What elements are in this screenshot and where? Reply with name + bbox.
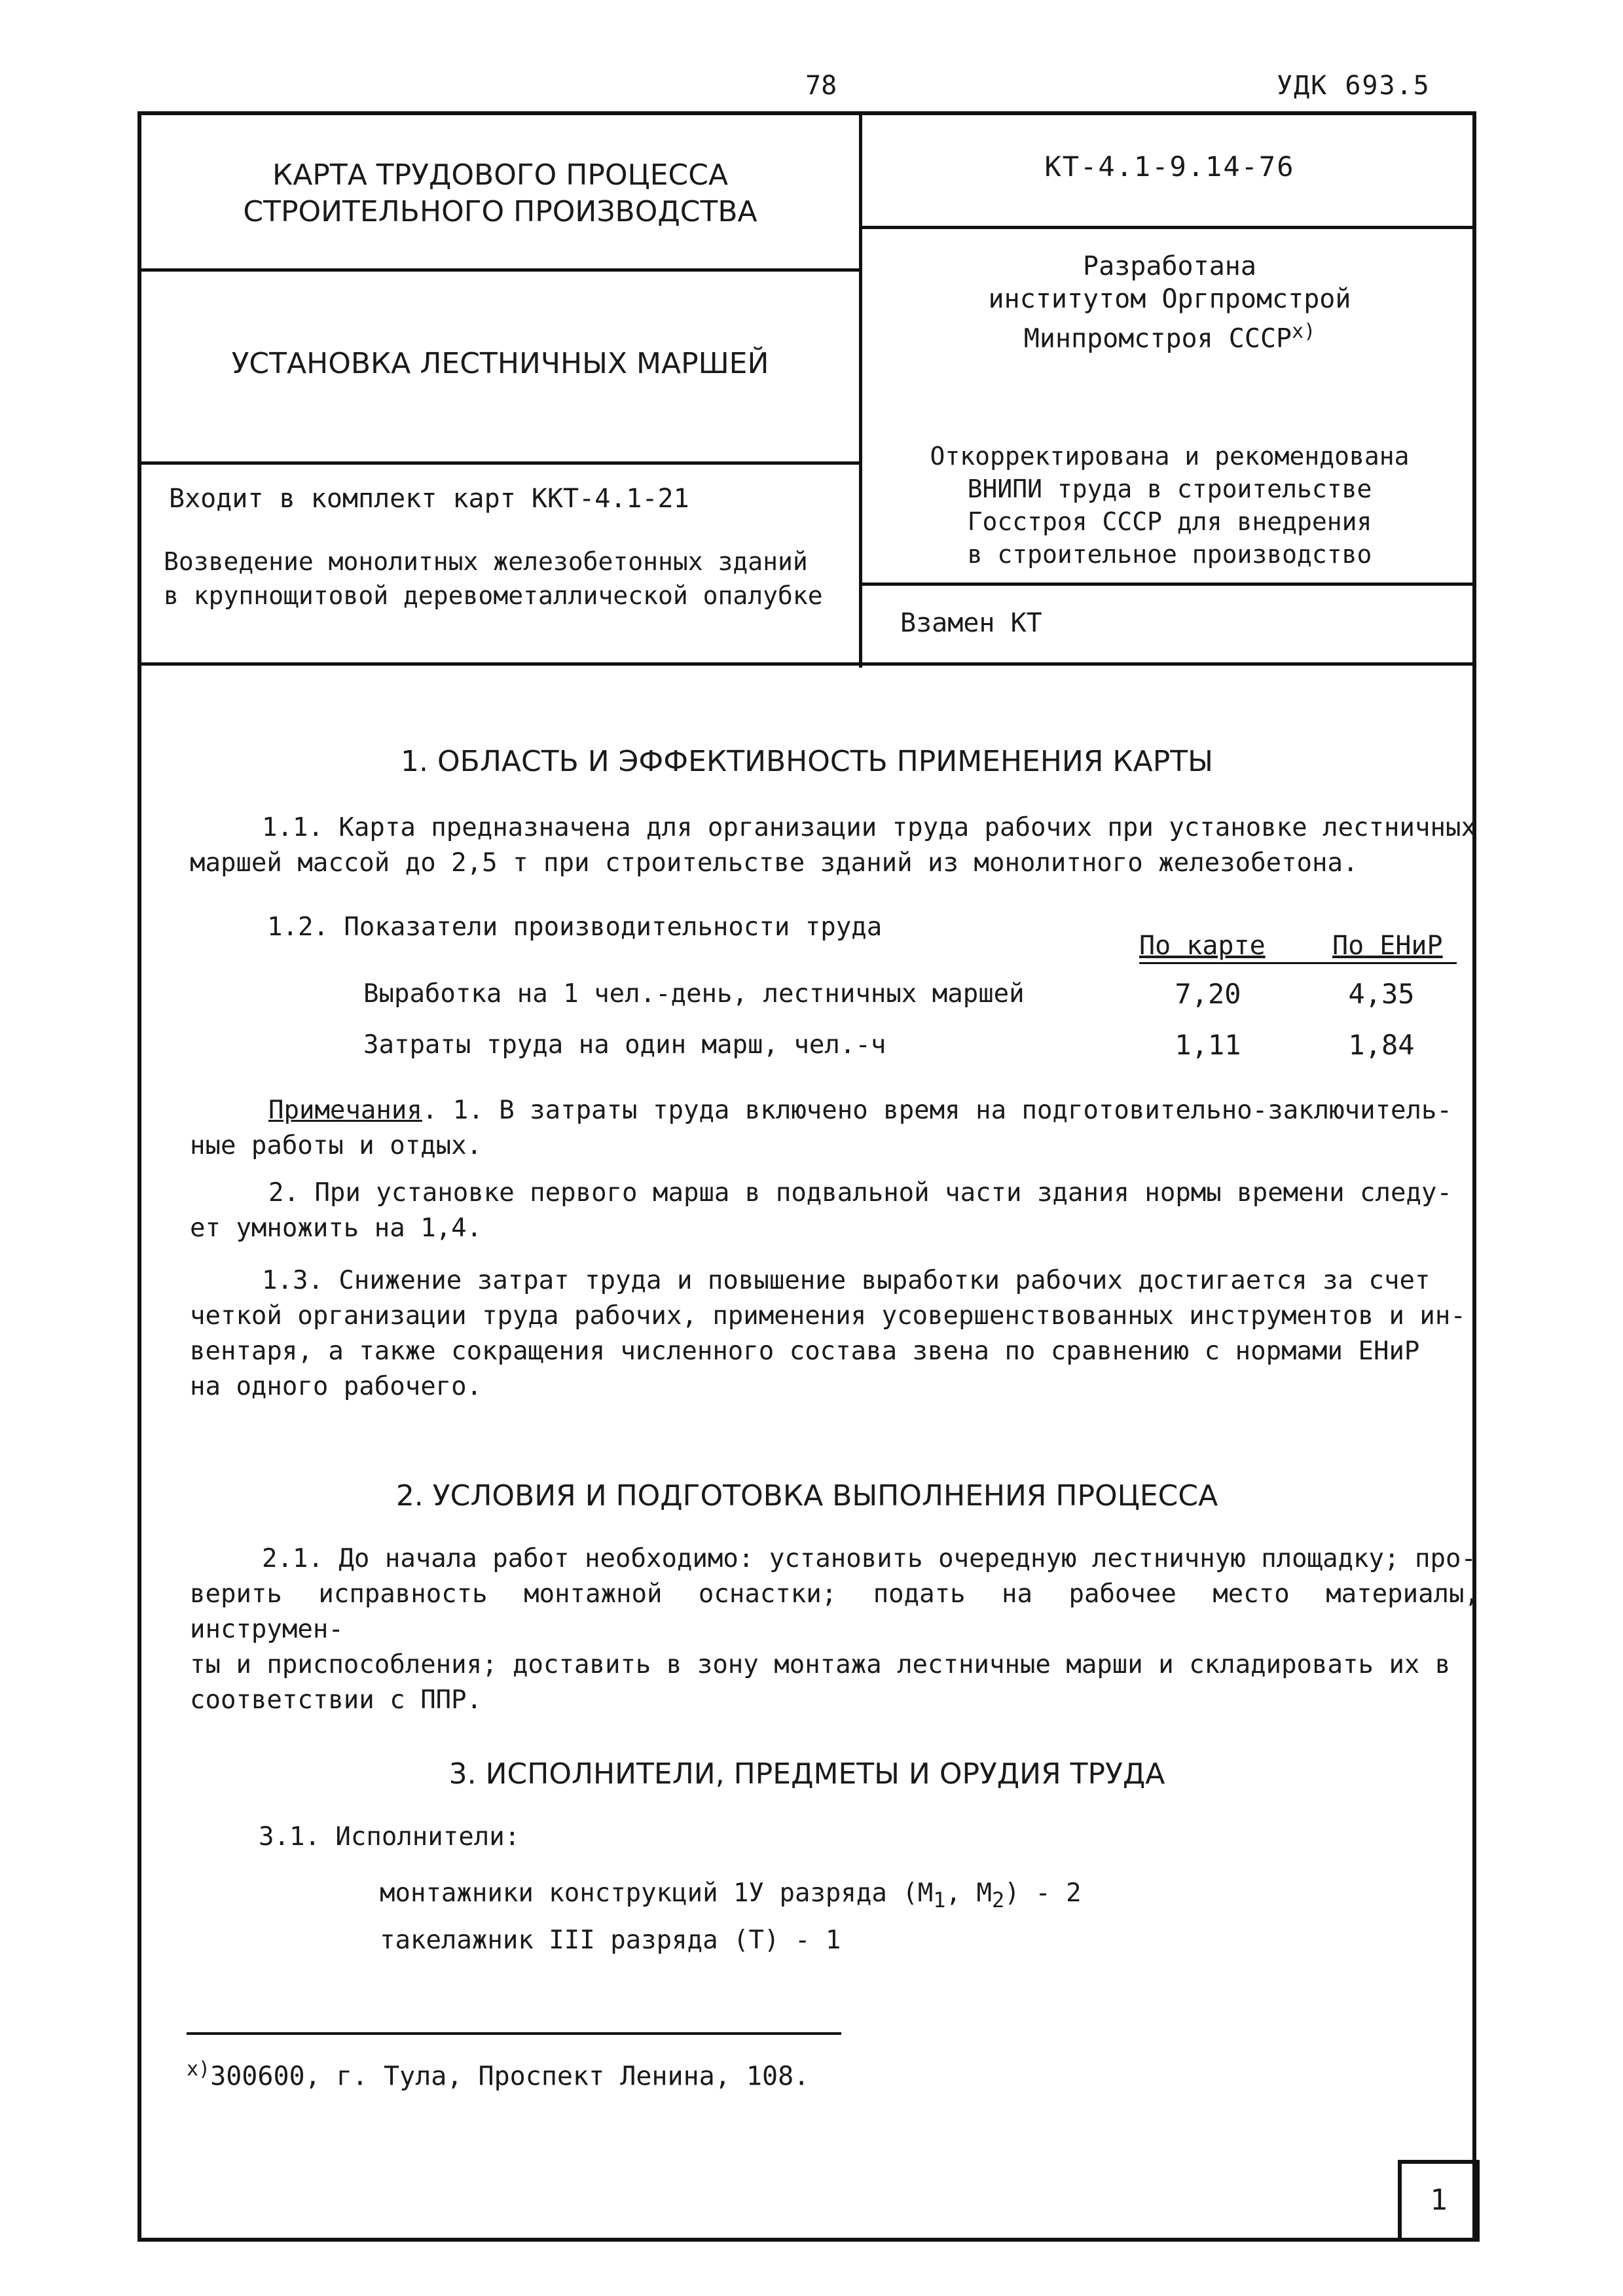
footnote-mark: х) bbox=[187, 2058, 211, 2081]
process-name: УСТАНОВКА ЛЕСТНИЧНЫХ МАРШЕЙ bbox=[231, 347, 769, 380]
replaces-label: Взамен КТ bbox=[900, 608, 1042, 638]
section2-title: 2. УСЛОВИЯ И ПОДГОТОВКА ВЫПОЛНЕНИЯ ПРОЦЕССА bbox=[395, 1479, 1218, 1513]
header-rule-right-2 bbox=[859, 583, 1476, 586]
paragraph-1-1: 1.1. Карта предназначена для организации труда рабочих при установке лестничных маршей массой до 2,5 т при строительстве зданий из монолитного железобетона. bbox=[190, 813, 1476, 878]
footnote-rule bbox=[187, 2032, 841, 2035]
worker-installers: монтажники конструкций 1У разряда ($М_1$, $М_2) - 2$ bbox=[380, 1878, 1082, 1912]
section3-title: 3. ИСПОЛНИТЕЛИ, ПРЕДМЕТЫ И ОРУДИЯ ТРУДА bbox=[448, 1757, 1165, 1791]
paragraph-1-2: 1.2. Показатели производительности труда bbox=[267, 912, 883, 942]
paragraph-1-3: 1.3. Снижение затрат труда и повышение выработки рабочих достигается за счет четкой организации труда рабочих, применения усовершенствованных инструментов и ин- вентаря, а также сокращения численного состава звена по сравнению с нормами ЕНиР на одного рабочего. bbox=[190, 1266, 1466, 1401]
set-line: Входит в комплект карт ККТ-4.1-21 bbox=[169, 484, 689, 514]
header-rule-bottom bbox=[137, 662, 1476, 666]
worker-rigger: такелажник III разряда (Т) - 1 bbox=[380, 1926, 841, 1955]
page-number: 78 bbox=[805, 71, 837, 101]
corrected-block: Откорректирована и рекомендована ВНИПИ труда в строительстве Госстроя СССР для внедрения в строительное производство bbox=[930, 442, 1410, 569]
section1-title: 1. ОБЛАСТЬ И ЭФФЕКТИВНОСТЬ ПРИМЕНЕНИЯ КАРТЫ bbox=[401, 745, 1213, 778]
sheet-number: 1 bbox=[1398, 2160, 1480, 2242]
row-output-label: Выработка на 1 чел.-день, лестничных маршей bbox=[363, 979, 1025, 1009]
table-header-rule bbox=[1139, 962, 1457, 964]
row-labor-enir: 1,84 bbox=[1348, 1029, 1415, 1061]
card-title: КАРТА ТРУДОВОГО ПРОЦЕССА СТРОИТЕЛЬНОГО ПРОИЗВОДСТВА bbox=[243, 158, 757, 228]
column-header-card: По карте bbox=[1139, 931, 1266, 961]
header-rule-left-2 bbox=[137, 461, 861, 465]
row-output-enir: 4,35 bbox=[1348, 978, 1415, 1010]
developer-block: Разработана институтом Оргпромстрой Минпромстроя $СССР^{х)}$ bbox=[988, 251, 1351, 354]
header-rule-left-1 bbox=[137, 268, 861, 272]
udk-code: УДК 693.5 bbox=[1277, 71, 1431, 101]
row-labor-label: Затраты труда на один марш, чел.-ч bbox=[363, 1030, 886, 1060]
card-code: КТ-4.1-9.14-76 bbox=[1044, 151, 1295, 183]
row-output-card: 7,20 bbox=[1175, 978, 1241, 1010]
column-header-enir: По ЕНиР bbox=[1332, 931, 1443, 961]
notes-label: Примечания bbox=[268, 1096, 422, 1125]
paragraph-3-1: 3.1. Исполнители: bbox=[259, 1822, 520, 1852]
footnote: $^{х)}$300600, г. Тула, Проспект Ленина, 108. bbox=[187, 2058, 810, 2092]
notes: Примечания. 1. В затраты труда включено время на подготовительно-заключитель- ные работы и отдых. 2. При установке первого марша в подвальной части здания нормы времени следу- ет умножить на 1,4. bbox=[190, 1096, 1452, 1243]
paragraph-2-1: 2.1. До начала работ необходимо: установить очередную лестничную площадку; про- верить исправность монтажной оснастки; подать на рабочее место материалы, инструмен- ты и приспособления; доставить в зону монтажа лестничные марши и складировать их в соответствии с ППР. bbox=[190, 1544, 1480, 1715]
set-description: Возведение монолитных железобетонных зданий в крупнощитовой деревометаллической опалубке bbox=[164, 547, 823, 610]
developer-footnote-mark: х) bbox=[1292, 320, 1316, 343]
header-rule-right-1 bbox=[859, 226, 1476, 229]
row-labor-card: 1,11 bbox=[1175, 1029, 1241, 1061]
